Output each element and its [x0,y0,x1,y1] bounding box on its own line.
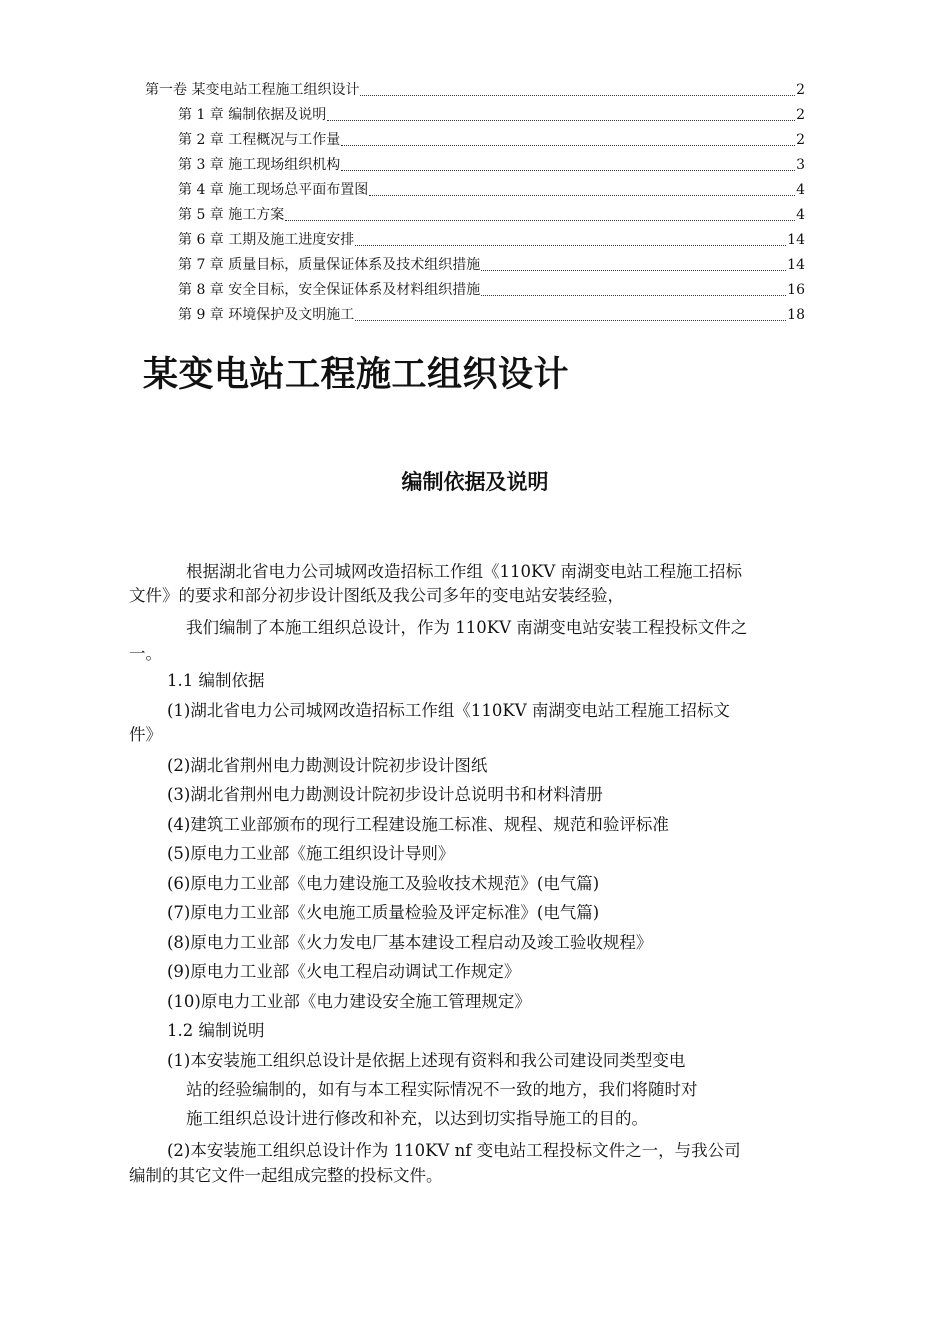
subsection-heading: 1.2 编制说明 [167,1021,265,1040]
toc-item-page: 2 [796,107,805,123]
toc-leader-dots [481,281,786,296]
toc-item-volume-1[interactable] [145,80,805,100]
paragraph-line: 我们编制了本施工组织总设计，作为 110KV 南湖变电站安装工程投标文件之 [186,618,748,637]
toc-item-page: 4 [796,182,805,198]
paragraph-line: 一。 [129,644,162,663]
toc-item-page: 14 [787,232,805,248]
toc-item-page: 14 [787,257,805,273]
toc-item-chapter-4[interactable] [178,180,805,200]
toc-item-chapter-9[interactable] [178,305,805,325]
list-item-continuation: 编制的其它文件一起组成完整的投标文件。 [129,1166,443,1185]
toc-item-text: 第 1 章 编制依据及说明 [178,107,327,123]
section-heading: 编制依据及说明 [401,470,549,494]
toc-item-chapter-3[interactable] [178,155,805,175]
toc-item-text: 第 8 章 安全目标，安全保证体系及材料组织措施 [178,282,481,298]
toc-item-text: 第 6 章 工期及施工进度安排 [178,232,355,248]
toc-item-text: 第 4 章 施工现场总平面布置图 [178,182,369,198]
toc-item-chapter-5[interactable] [178,205,805,225]
toc-item-text: 第一卷 某变电站工程施工组织设计 [145,82,360,98]
paragraph-line: 根据湖北省电力公司城网改造招标工作组《110KV 南湖变电站工程施工招标 [186,562,742,581]
toc-item-page: 3 [796,157,805,173]
list-item: (3)湖北省荆州电力勘测设计院初步设计总说明书和材料清册 [167,785,603,804]
paragraph-line: 文件》的要求和部分初步设计图纸及我公司多年的变电站安装经验， [129,586,624,605]
toc-leader-dots [355,231,786,246]
list-item: (4)建筑工业部颁布的现行工程建设施工标准、规程、规范和验评标准 [167,815,669,834]
toc-item-text: 第 2 章 工程概况与工作量 [178,132,341,148]
toc-item-chapter-2[interactable] [178,130,805,150]
list-item: (1)湖北省电力公司城网改造招标工作组《110KV 南湖变电站工程施工招标文 [167,701,730,720]
toc-item-page: 18 [787,307,805,323]
toc-item-text: 第 7 章 质量目标，质量保证体系及技术组织措施 [178,257,481,273]
toc-item-chapter-6[interactable] [178,230,805,250]
list-item: (9)原电力工业部《火电工程启动调试工作规定》 [167,962,521,981]
list-item: (10)原电力工业部《电力建设安全施工管理规定》 [167,992,531,1011]
toc-leader-dots [285,206,795,221]
toc-leader-dots [341,156,795,171]
toc-item-chapter-8[interactable] [178,280,805,300]
toc-leader-dots [360,81,795,96]
toc-item-page: 16 [787,282,805,298]
toc-item-page: 4 [796,207,805,223]
list-item-continuation: 施工组织总设计进行修改和补充，以达到切实指导施工的目的。 [186,1109,648,1128]
list-item: (2)湖北省荆州电力勘测设计院初步设计图纸 [167,756,488,775]
list-item: (5)原电力工业部《施工组织设计导则》 [167,844,455,863]
list-item: (6)原电力工业部《电力建设施工及验收技术规范》(电气篇) [167,874,600,893]
document-title: 某变电站工程施工组织设计 [143,355,570,395]
toc-item-chapter-7[interactable] [178,255,805,275]
list-item: (8)原电力工业部《火力发电厂基本建设工程启动及竣工验收规程》 [167,933,653,952]
toc-item-page: 2 [796,82,805,98]
list-item: (7)原电力工业部《火电施工质量检验及评定标准》(电气篇) [167,903,600,922]
subsection-heading: 1.1 编制依据 [167,671,265,690]
toc-leader-dots [355,306,786,321]
list-item-continuation: 件》 [129,725,162,744]
toc-leader-dots [327,106,795,121]
toc-leader-dots [369,181,795,196]
toc-leader-dots [481,256,786,271]
toc-item-text: 第 5 章 施工方案 [178,207,285,223]
toc-leader-dots [341,131,795,146]
toc-item-text: 第 3 章 施工现场组织机构 [178,157,341,173]
list-item-continuation: 站的经验编制的，如有与本工程实际情况不一致的地方，我们将随时对 [186,1080,698,1099]
list-item: (2)本安装施工组织总设计作为 110KV nf 变电站工程投标文件之一，与我公司 [167,1141,741,1160]
toc-item-text: 第 9 章 环境保护及文明施工 [178,307,355,323]
toc-item-page: 2 [796,132,805,148]
toc-item-chapter-1[interactable] [178,105,805,125]
list-item: (1)本安装施工组织总设计是依据上述现有资料和我公司建设同类型变电 [167,1051,686,1070]
